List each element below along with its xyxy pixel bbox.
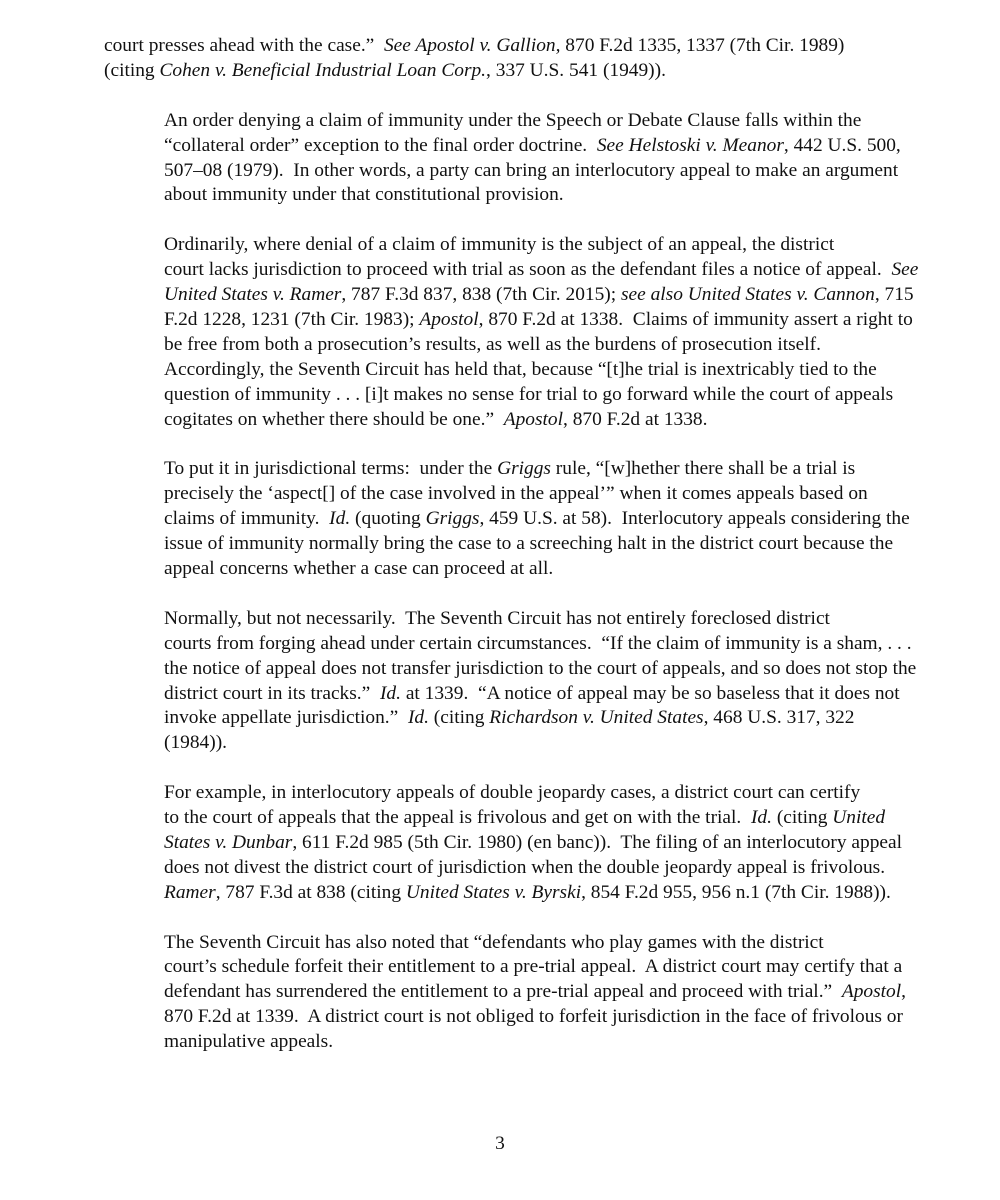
text-line bbox=[104, 831, 903, 856]
paragraph bbox=[104, 233, 919, 432]
body-text: Accordingly, the Seventh Circuit has held that, because “[t]he trial is inextricably tied to the bbox=[164, 358, 877, 380]
body-text: , 611 F.2d 985 (5th Cir. 1980) (en banc)). The filing of an interlocutory appeal bbox=[292, 831, 903, 853]
text-line bbox=[104, 283, 914, 308]
body-text: district court in its tracks.” bbox=[164, 682, 380, 704]
text-line bbox=[104, 931, 894, 956]
body-text: To put it in jurisdictional terms: under the bbox=[164, 458, 498, 480]
body-text: , 787 F.3d 837, 838 (7th Cir. 2015); bbox=[341, 284, 621, 306]
body-text: precisely the ‘aspect[] of the case involved in the appeal’” when it comes appeals based on bbox=[164, 483, 868, 505]
body-text: (1984)). bbox=[164, 732, 228, 754]
citation-text: United bbox=[832, 807, 886, 829]
citation-text: States v. Dunbar bbox=[164, 831, 293, 853]
body-text: court’s schedule forfeit their entitlement to a pre-trial appeal. A district court may certify that a bbox=[164, 956, 903, 978]
body-text: , 870 F.2d at 1338. Claims of immunity assert a right to bbox=[478, 308, 913, 330]
body-text: defendant has surrendered the entitlement to a pre-trial appeal and proceed with trial.” bbox=[164, 981, 842, 1003]
body-text: court lacks jurisdiction to proceed with trial as soon as the defendant files a notice of appeal. bbox=[164, 259, 892, 281]
paragraph-gap bbox=[104, 582, 894, 607]
body-text: 870 F.2d at 1339. A district court is not obliged to forfeit jurisdiction in the face of frivolous or bbox=[164, 1006, 903, 1028]
text-line bbox=[104, 109, 894, 134]
text-line bbox=[104, 706, 894, 731]
text-line bbox=[104, 183, 894, 208]
text-line bbox=[104, 59, 894, 84]
text-line bbox=[104, 856, 894, 881]
paragraph bbox=[104, 931, 906, 1056]
body-text: F.2d 1228, 1231 (7th Cir. 1983); bbox=[164, 308, 420, 330]
text-line bbox=[104, 333, 894, 358]
paragraph bbox=[104, 457, 910, 582]
paragraph bbox=[104, 34, 894, 84]
body-text: Normally, but not necessarily. The Seventh Circuit has not entirely foreclosed district bbox=[164, 607, 830, 629]
text-line bbox=[104, 258, 919, 283]
body-text: Ordinarily, where denial of a claim of immunity is the subject of an appeal, the district bbox=[164, 234, 835, 256]
page-body bbox=[104, 34, 919, 1055]
body-text: (citing bbox=[104, 59, 160, 81]
paragraph bbox=[104, 781, 903, 906]
citation-text: Griggs bbox=[497, 458, 551, 480]
body-text: appeal concerns whether a case can proceed at all. bbox=[164, 557, 554, 579]
text-line bbox=[104, 507, 910, 532]
body-text: , 337 U.S. 541 (1949)). bbox=[486, 59, 666, 81]
text-line bbox=[104, 632, 912, 657]
body-text: , 870 F.2d at 1338. bbox=[563, 408, 708, 430]
page-number: 3 bbox=[495, 1133, 505, 1154]
text-line bbox=[104, 482, 894, 507]
text-line bbox=[104, 408, 894, 433]
body-text: (citing bbox=[428, 707, 490, 729]
body-text: question of immunity . . . [i]t makes no sense for trial to go forward while the court of appeals bbox=[164, 383, 894, 405]
citation-text: Cohen v. Beneficial Industrial Loan Corp. bbox=[159, 59, 487, 81]
paragraph bbox=[104, 109, 901, 209]
body-text: courts from forging ahead under certain circumstances. “If the claim of immunity is a sham, . . . bbox=[164, 632, 912, 654]
body-text: An order denying a claim of immunity under the Speech or Debate Clause falls within the bbox=[164, 109, 862, 131]
citation-text: see also United States v. Cannon bbox=[620, 284, 875, 306]
body-text: court presses ahead with the case.” bbox=[104, 35, 384, 56]
paragraph bbox=[104, 607, 917, 756]
body-text: does not divest the district court of jurisdiction when the double jeopardy appeal is frivolous. bbox=[164, 856, 886, 878]
citation-text: Richardson v. United States bbox=[489, 707, 704, 729]
body-text: , 854 F.2d 955, 956 n.1 (7th Cir. 1988)). bbox=[581, 881, 891, 903]
body-text: 870 F.2d 1335, 1337 (7th Cir. 1989) bbox=[560, 35, 845, 56]
body-text: about immunity under that constitutional provision. bbox=[164, 184, 564, 206]
citation-text: Apostol bbox=[419, 308, 479, 330]
body-text: The Seventh Circuit has also noted that “defendants who play games with the district bbox=[164, 931, 824, 953]
body-text: , bbox=[901, 981, 906, 1003]
text-line bbox=[104, 781, 894, 806]
body-text: , 442 U.S. 500, bbox=[783, 134, 901, 156]
text-line bbox=[104, 34, 894, 59]
text-line bbox=[104, 557, 894, 582]
text-line bbox=[104, 358, 894, 383]
citation-text: Id. bbox=[329, 508, 351, 530]
paragraph-gap bbox=[104, 84, 894, 109]
citation-text: See bbox=[891, 259, 919, 281]
body-text: , 468 U.S. 317, 322 bbox=[703, 707, 855, 729]
body-text: issue of immunity normally bring the case to a screeching halt in the district court because the bbox=[164, 533, 894, 555]
body-text: cogitates on whether there should be one.” bbox=[164, 408, 504, 430]
body-text: be free from both a prosecution’s results, as well as the burdens of prosecution itself. bbox=[164, 333, 821, 355]
paragraph-gap bbox=[104, 756, 894, 781]
citation-text: Griggs bbox=[425, 508, 480, 530]
body-text: the notice of appeal does not transfer jurisdiction to the court of appeals, and so does not stop the bbox=[164, 657, 917, 679]
text-line bbox=[104, 731, 894, 756]
body-text: invoke appellate jurisdiction.” bbox=[164, 707, 408, 729]
body-text: , 787 F.3d at 838 (citing bbox=[215, 881, 406, 903]
citation-text: Ramer bbox=[164, 881, 216, 903]
citation-text: Id. bbox=[750, 807, 772, 829]
text-line bbox=[104, 159, 899, 184]
text-line bbox=[104, 383, 894, 408]
text-line bbox=[104, 308, 913, 333]
citation-text: United States v. Byrski bbox=[405, 881, 582, 903]
body-text: (quoting bbox=[350, 508, 426, 530]
body-text: at 1339. “A notice of appeal may be so baseless that it does not bbox=[400, 682, 900, 704]
citation-text: Id. bbox=[407, 707, 429, 729]
text-line bbox=[104, 532, 894, 557]
body-text: manipulative appeals. bbox=[164, 1031, 334, 1053]
text-line bbox=[104, 1005, 903, 1030]
body-text: rule, “[w]hether there shall be a trial is bbox=[550, 458, 856, 480]
citation-text: United States v. Ramer bbox=[164, 284, 342, 306]
paragraph-gap bbox=[104, 432, 894, 457]
citation-text: Id. bbox=[379, 682, 401, 704]
text-line bbox=[104, 806, 894, 831]
citation-text: See Apostol v. Gallion, bbox=[383, 35, 561, 56]
text-line bbox=[104, 657, 917, 682]
body-text: claims of immunity. bbox=[164, 508, 330, 530]
text-line bbox=[104, 607, 894, 632]
text-line bbox=[104, 457, 894, 482]
text-line bbox=[104, 1030, 894, 1055]
paragraph-gap bbox=[104, 906, 894, 931]
body-text: to the court of appeals that the appeal is frivolous and get on with the trial. bbox=[164, 807, 751, 829]
text-line bbox=[104, 682, 900, 707]
body-text: , 459 U.S. at 58). Interlocutory appeals considering the bbox=[479, 508, 910, 530]
body-text: (citing bbox=[771, 807, 833, 829]
body-text: “collateral order” exception to the final order doctrine. bbox=[164, 134, 597, 156]
text-line bbox=[104, 980, 906, 1005]
text-line bbox=[104, 134, 901, 159]
text-line bbox=[104, 881, 894, 906]
citation-text: See Helstoski v. Meanor bbox=[596, 134, 784, 156]
citation-text: Apostol bbox=[503, 408, 564, 430]
text-line bbox=[104, 955, 903, 980]
body-text: For example, in interlocutory appeals of double jeopardy cases, a district court can certify bbox=[164, 782, 861, 804]
text-line bbox=[104, 233, 894, 258]
paragraph-gap bbox=[104, 208, 894, 233]
citation-text: Apostol bbox=[841, 981, 902, 1003]
body-text: , 715 bbox=[874, 284, 914, 306]
body-text: 507–08 (1979). In other words, a party can bring an interlocutory appeal to make an argument bbox=[164, 159, 899, 181]
